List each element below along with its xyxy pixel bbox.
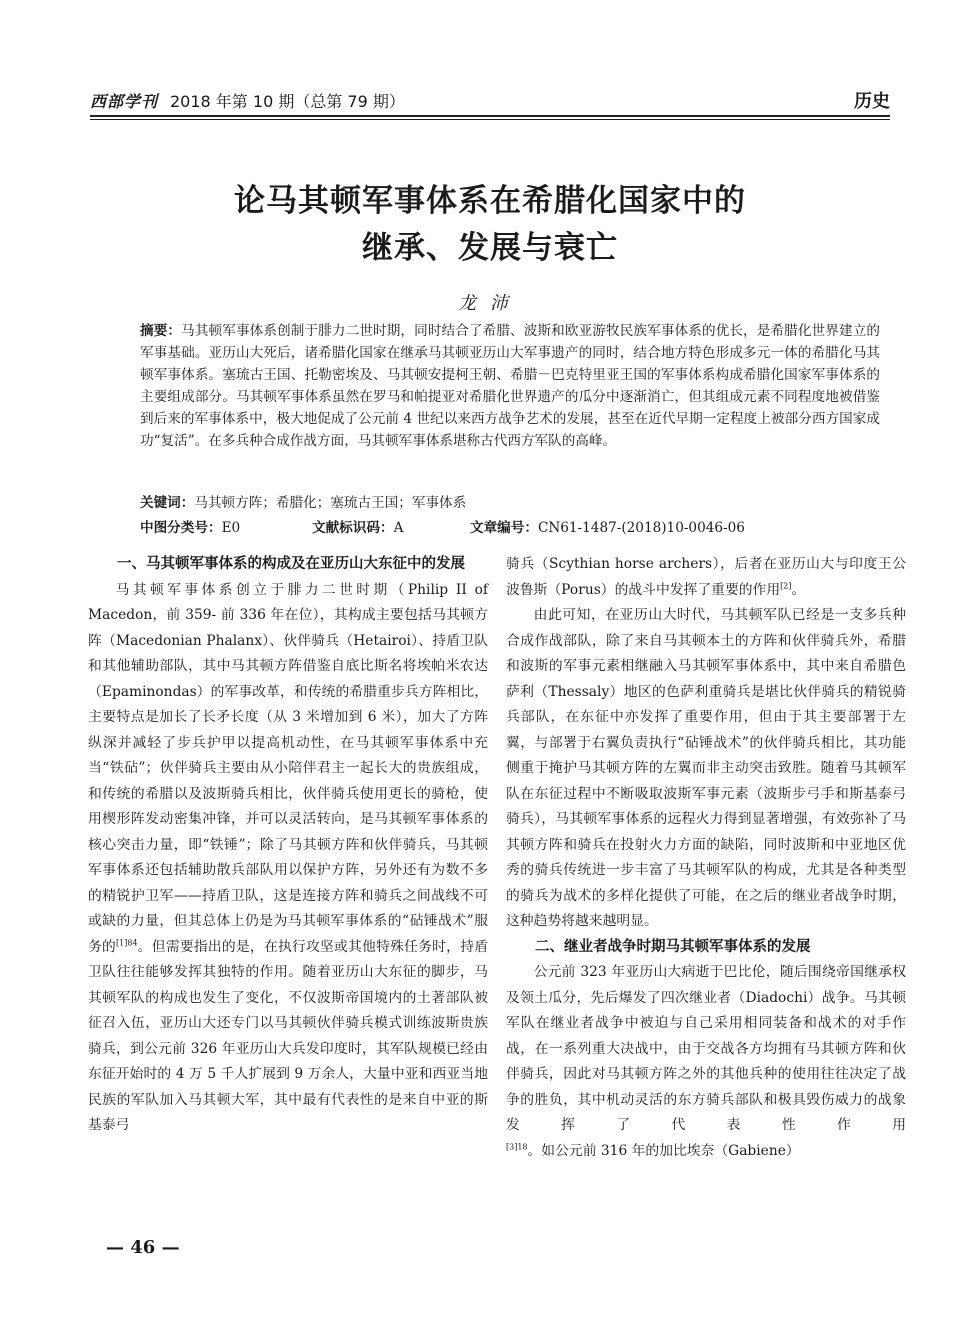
citation: [3]18 [506,1141,528,1151]
clc-number [140,516,240,536]
section-heading-2: 二、继业者战争时期马其顿军事体系的发展 [535,938,811,955]
body-paragraph: 由此可知，在亚历山大时代，马其顿军队已经是一支多兵种合成作战部队，除了来自马其顿本土的方阵和伙伴骑兵外，希腊和波斯的军事元素相继融入马其顿军事体系中，其中来自希腊色萨利（Thessaly）地区的色萨利重骑兵是堪比伙伴骑兵的精锐骑兵部队，在东征中亦发挥了重要作用，但由于其主要部署于左翼，与部署于右翼负责执行“砧锤战术”的伙伴骑兵相比，其功能侧重于掩护马其顿方阵的左翼而非主动突击致胜。随着马其顿军队在东征过程中不断吸取波斯军事元素（波斯步弓手和斯基泰弓骑兵），马其顿军事体系的远程火力得到显著增强，有效弥补了马其顿方阵和骑兵在投射火力方面的缺陷，同时波斯和中亚地区优秀的骑兵传统进一步丰富了马其顿军队的构成，尤其是各种类型的骑兵为战术的多样化提供了可能，在之后的继业者战争时期，这种趋势将越来越明显。 [506,607,906,929]
clc-value: E0 [221,520,241,536]
article-number-value: CN61-1487-(2018)10-0046-06 [537,520,745,536]
article-number [470,516,745,536]
header-rule-thin [90,119,890,120]
doc-code-value: A [393,520,404,536]
body-paragraph: 马其顿军事体系创立于腓力二世时期（Philip II of Macedon，前 359- 前 336 年在位），其构成主要包括马其顿方阵（Macedonian Phalanx）、伙伴骑兵（Hetairoi）、持盾卫队和其他辅助部队，其中马其顿方阵借鉴自底比斯名将埃帕米农达（Epaminondas）的军事改革，和传统的希腊重步兵方阵相比，主要特点是加长了长矛长度（从 3 米增加到 6 米），加大了方阵纵深并减轻了步兵护甲以提高机动性，在马其顿军事体系中充当“铁砧”；伙伴骑兵主要由从小陪伴君主一起长大的贵族组成，和传统的希腊以及波斯骑兵相比，伙伴骑兵使用更长的骑枪，使用楔形阵发动密集冲锋，并可以灵活转向，是马其顿军事体系的核心突击力量，即“铁锤”；除了马其顿方阵和伙伴骑兵，马其顿军事体系还包括辅助散兵部队用以保护方阵，另外还有为数不多的精锐护卫军——持盾卫队，这是连接方阵和骑兵之间战线不可或缺的力量，但其总体上仍是为马其顿军事体系的“砧锤战术”服务的$^{[1]84}$。但需要指出的是，在执行攻坚或其他特殊任务时，持盾卫队往往能够发挥其独特的作用。随着亚历山大东征的脚步，马其顿军队的构成也发生了变化，不仅波斯帝国境内的土著部队被征召入伍，亚历山大还专门以马其顿伙伴骑兵模式训练波斯贵族骑兵，到公元前 326 年亚历山大兵发印度时，其军队规模已经由东征开始时的 4 万 5 千人扩展到 9 万余人，大量中亚和西亚当地民族的军队加入马其顿大军，其中最有代表性的是来自中亚的斯基泰弓 [88,581,489,1133]
body-paragraph: 骑兵（Scythian horse archers），后者在亚历山大与印度王公波鲁斯（Porus）的战斗中发挥了重要的作用[2]。 [506,556,906,598]
keywords-text: 马其顿方阵；希腊化；塞琉古王国；军事体系 [194,495,467,511]
abstract-label: 摘要： [140,323,182,339]
abstract [140,320,880,452]
article-number-label: 文章编号： [470,520,538,536]
journal-name: 西部学刊 [90,92,159,111]
title-line-2: 继承、发展与衰亡 [362,230,618,266]
page-number: — 46 — [106,1237,180,1258]
author-name: 龙沛 [458,293,522,314]
abstract-text: 马其顿军事体系创制于腓力二世时期，同时结合了希腊、波斯和欧亚游牧民族军事体系的优长，是希腊化世界建立的军事基础。亚历山大死后，诸希腊化国家在继承马其顿亚历山大军事遗产的同时，结合地方特色形成多元一体的希腊化马其顿军事体系。塞琉古王国、托勒密埃及、马其顿安提柯王朝、希腊－巴克特里亚王国的军事体系构成希腊化国家军事体系的主要组成部分。马其顿军事体系虽然在罗马和帕提亚对希腊化世界遗产的瓜分中逐渐消亡，但其组成元素不同程度地被借鉴到后来的军事体系中，极大地促成了公元前 4 世纪以来西方战争艺术的发展，甚至在近代早期一定程度上被部分西方国家成功“复活”。在多兵种合成作战方面，马其顿军事体系堪称古代西方军队的高峰。 [140,323,881,449]
citation: [2] [780,580,792,590]
doc-code-label: 文献标识码： [312,520,394,536]
article-title [90,178,890,272]
section-label: 历史 [854,91,890,112]
document-code [312,516,403,536]
header-rule-thick [90,115,890,117]
keywords [140,491,466,511]
clc-label: 中图分类号： [140,520,222,536]
running-header [90,87,890,113]
keywords-label: 关键词： [140,495,195,511]
left-column [88,552,488,1139]
issue-info: 2018 年第 10 期（总第 79 期） [170,92,405,111]
citation: [1]84 [116,937,138,947]
body-paragraph: 公元前 323 年亚历山大病逝于巴比伦，随后围绕帝国继承权及领土瓜分，先后爆发了四次继业者（Diadochi）战争。马其顿军队在继业者战争中被迫与自己采用相同装备和战术的对手作战，在一系列重大决战中，由于交战各方均拥有马其顿方阵和伙伴骑兵，因此对马其顿方阵之外的其他兵种的使用往往决定了战争的胜负，其中机动灵活的东方骑兵部队和极具毁伤威力的战象发挥了代表性作用$^{[3]18}$。如公元前 316 年的加比埃奈（Gabiene） [506,964,906,1159]
section-heading-1: 一、马其顿军事体系的构成及在亚历山大东征中的发展 [117,556,465,572]
right-column [506,552,906,1164]
title-line-1: 论马其顿军事体系在希腊化国家中的 [234,183,746,219]
